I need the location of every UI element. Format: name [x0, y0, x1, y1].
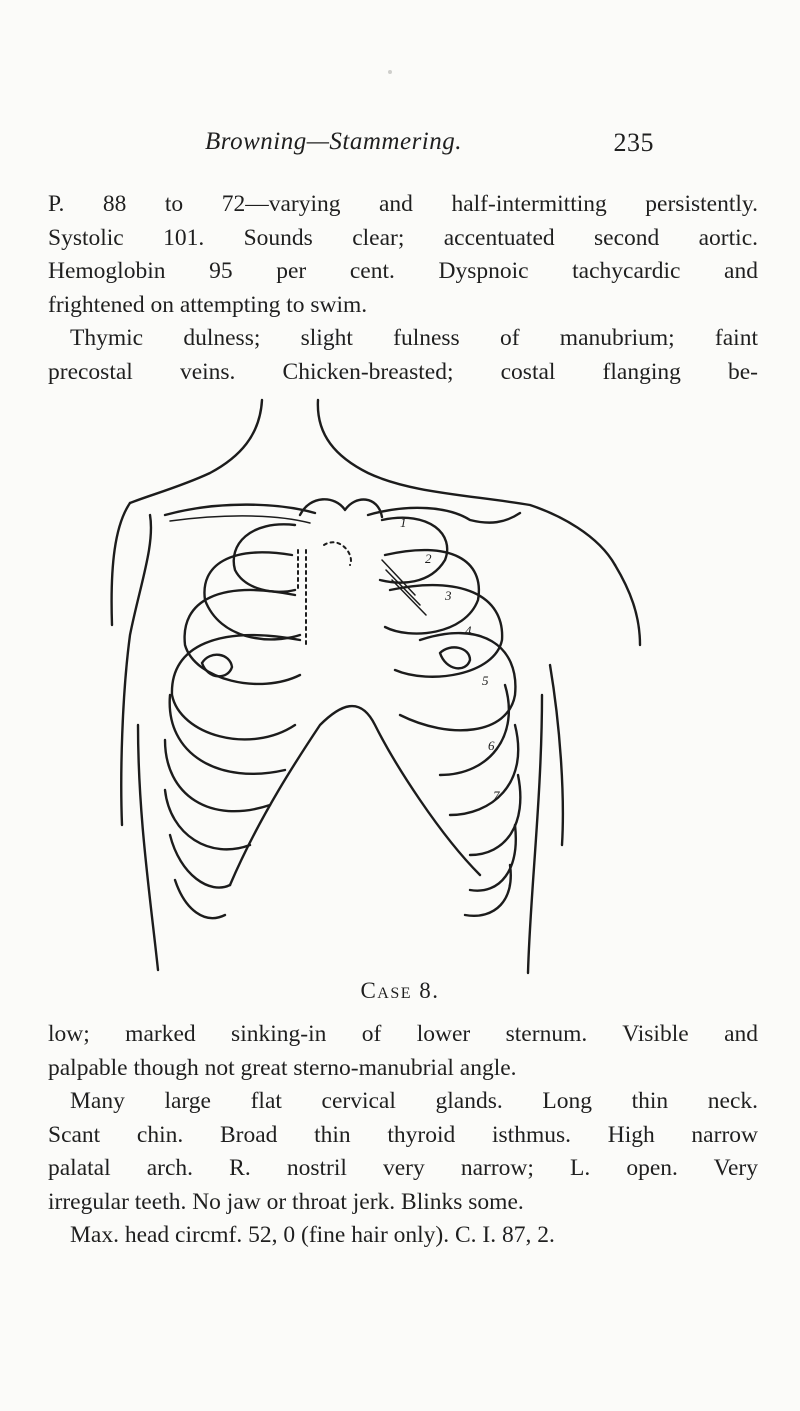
sternum-notch [324, 542, 351, 565]
paragraph-top [48, 188, 758, 389]
rib-label-4: 4 [465, 623, 472, 638]
text-line: precostal veins. Chicken-breasted; costal flanging be- [48, 358, 758, 385]
hatching-marks [382, 560, 426, 615]
right-clavicle [368, 508, 520, 523]
left-rib-9 [175, 880, 225, 918]
left-clavicle [165, 505, 315, 515]
neck-left-line [130, 400, 262, 503]
text-line: Many large flat cervical glands. Long thin neck. [70, 1088, 758, 1114]
left-rib-5 [170, 695, 285, 774]
left-body-outline [121, 515, 151, 825]
text-line: frightened on attempting to swim. [48, 291, 368, 318]
running-head-title: Browning—Stammering. [205, 128, 462, 155]
text-line: P. 88 to 72—varying and half-intermitting persistently. [48, 191, 758, 217]
left-rib-1 [234, 524, 295, 591]
sternum-left-edge [298, 550, 306, 645]
left-flank-outline [138, 725, 158, 970]
left-rib-4 [172, 635, 300, 739]
right-flank-outline [528, 695, 542, 973]
left-clavicle-edge [170, 516, 310, 523]
text-line: Scant chin. Broad thin thyroid isthmus. High narrow [48, 1121, 758, 1148]
text-line: palatal arch. R. nostril very narrow; L. open. Very [48, 1155, 758, 1181]
left-circle-mark [202, 655, 232, 677]
costal-arch [230, 706, 480, 885]
page-number: 235 [613, 128, 654, 157]
rib-label-5: 5 [482, 673, 489, 688]
left-rib-6 [165, 740, 270, 811]
text-line: palpable though not great sterno-manubrial angle. [48, 1054, 517, 1081]
rib-label-7: 7 [493, 788, 500, 803]
running-head [0, 128, 800, 168]
right-rib-6 [450, 725, 518, 815]
left-shoulder-outline [112, 503, 130, 625]
text-line: Systolic 101. Sounds clear; accentuated second aortic. [48, 224, 758, 251]
rib-label-1: 1 [400, 515, 407, 530]
right-circle-mark [440, 647, 470, 668]
rib-label-3: 3 [445, 588, 452, 603]
rib-label-2: 2 [425, 551, 432, 566]
right-rib-7 [470, 775, 520, 855]
right-shoulder-outline [615, 565, 640, 645]
figure-caption: Case 8. [360, 978, 440, 1003]
text-line: irregular teeth. No jaw or throat jerk. Blinks some. [48, 1188, 524, 1215]
right-body-outline [550, 665, 563, 845]
paper-speck [388, 70, 392, 74]
rib-cage-figure [110, 395, 690, 980]
left-rib-7 [165, 790, 250, 849]
text-line: low; marked sinking-in of lower sternum. Visible and [48, 1021, 758, 1047]
left-rib-2 [204, 552, 300, 639]
text-line: Thymic dulness; slight fulness of manubrium; faint [70, 325, 758, 351]
rib-label-6: 6 [488, 738, 495, 753]
paragraph-bottom [48, 1018, 758, 1253]
text-line: Max. head circmf. 52, 0 (fine hair only). C. I. 87, 2. [70, 1222, 555, 1248]
neck-right-line [318, 400, 615, 565]
text-line: Hemoglobin 95 per cent. Dyspnoic tachycardic and [48, 258, 758, 284]
rib-cage-drawing [110, 395, 690, 980]
right-rib-2 [385, 550, 479, 634]
